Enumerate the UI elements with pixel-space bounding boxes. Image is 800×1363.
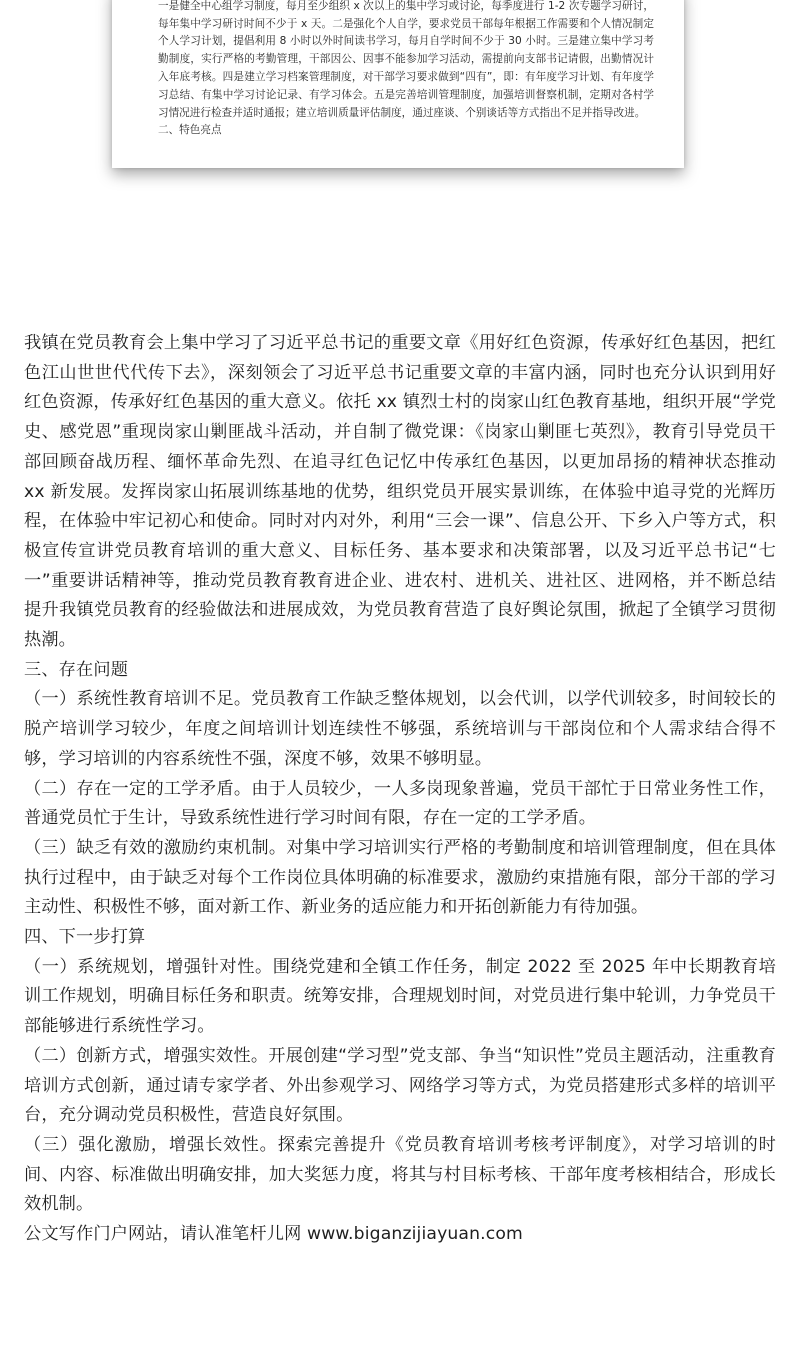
section-heading-next-steps: 四、下一步打算	[24, 927, 146, 948]
footer-watermark-text: 公文写作门户网站，请认准笔杆儿网 www.biganzijiayuan.com	[24, 1224, 523, 1245]
article-body	[24, 329, 776, 1250]
section-heading-problems: 三、存在问题	[24, 659, 129, 680]
plan-paragraph-2: （二）创新方式，增强实效性。开展创建“学习型”党支部、争当“知识性”党员主题活动，注重教育培训方式创新，通过请专家学者、外出参观学习、网络学习等方式，为党员搭建形式多样的培训平台，充分调动党员积极性，营造良好氛围。	[24, 1045, 776, 1126]
preview-paragraph: 一是健全中心组学习制度，每月至少组织 x 次以上的集中学习或讨论，每季度进行 1-2 次专题学习研讨，每年集中学习研讨时间不少于 x 天。二是强化个人自学，要求党员干部每年根据工作需要和个人情况制定个人学习计划，提倡利用 8 小时以外时间读书学习，每月自学时间不少于 30 小时。三是建立集中学习考勤制度，实行严格的考勤管理，干部因公、因事不能参加学习活动，需提前向支部书记请假，出勤情况计入年底考核。四是建立学习档案管理制度，对干部学习要求做到“四有”，即：有年度学习计划、有年度学习总结、有集中学习讨论记录、有学习体会。五是完善培训管理制度，加强培训督察机制，定期对各村学习情况进行检查并适时通报；建立培训质量评估制度，通过座谈、个别谈话等方式指出不足并指导改进。	[158, 0, 654, 119]
preview-section-heading: 二、特色亮点	[158, 124, 222, 137]
intro-paragraph: 我镇在党员教育会上集中学习了习近平总书记的重要文章《用好红色资源，传承好红色基因，把红色江山世世代代传下去》，深刻领会了习近平总书记重要文章的丰富内涵，同时也充分认识到用好红色资源，传承好红色基因的重大意义。依托 xx 镇烈士村的岗家山红色教育基地，组织开展“学党史、感党恩”重现岗家山剿匪战斗活动，并自制了微党课：《岗家山剿匪七英烈》，教育引导党员干部回顾奋战历程、缅怀革命先烈、在追寻红色记忆中传承红色基因，以更加昂扬的精神状态推动 xx 新发展。发挥岗家山拓展训练基地的优势，组织党员开展实景训练，在体验中追寻党的光辉历程，在体验中牢记初心和使命。同时对内对外，利用“三会一课”、信息公开、下乡入户等方式，积极宣传宣讲党员教育培训的重大意义、目标任务、基本要求和决策部署，以及习近平总书记“七一”重要讲话精神等，推动党员教育教育进企业、进农村、进机关、进社区、进网格，并不断总结提升我镇党员教育的经验做法和进展成效，为党员教育营造了良好舆论氛围，掀起了全镇学习贯彻热潮。	[24, 333, 776, 651]
problem-paragraph-1: （一）系统性教育培训不足。党员教育工作缺乏整体规划，以会代训，以学代训较多，时间较长的脱产培训学习较少，年度之间培训计划连续性不够强，系统培训与干部岗位和个人需求结合得不够，学习培训的内容系统性不强，深度不够，效果不够明显。	[24, 689, 776, 769]
problem-paragraph-2: （二）存在一定的工学矛盾。由于人员较少，一人多岗现象普遍，党员干部忙于日常业务性工作，普通党员忙于生计，导致系统性进行学习时间有限，存在一定的工学矛盾。	[24, 778, 776, 829]
problem-paragraph-3: （三）缺乏有效的激励约束机制。对集中学习培训实行严格的考勤制度和培训管理制度，但在具体执行过程中，由于缺乏对每个工作岗位具体明确的标准要求，激励约束措施有限，部分干部的学习主动性、积极性不够，面对新工作、新业务的适应能力和开拓创新能力有待加强。	[24, 837, 776, 918]
preview-content	[112, 0, 684, 140]
document-preview-card	[112, 0, 684, 168]
plan-paragraph-1: （一）系统规划，增强针对性。围绕党建和全镇工作任务，制定 2022 至 2025 年中长期教育培训工作规划，明确目标任务和职责。统筹安排，合理规划时间，对党员进行集中轮训，力争党员干部能够进行系统性学习。	[24, 956, 776, 1037]
plan-paragraph-3: （三）强化激励，增强长效性。探索完善提升《党员教育培训考核考评制度》，对学习培训的时间、内容、标准做出明确安排，加大奖惩力度，将其与村目标考核、干部年度考核相结合，形成长效机制。	[24, 1134, 776, 1215]
